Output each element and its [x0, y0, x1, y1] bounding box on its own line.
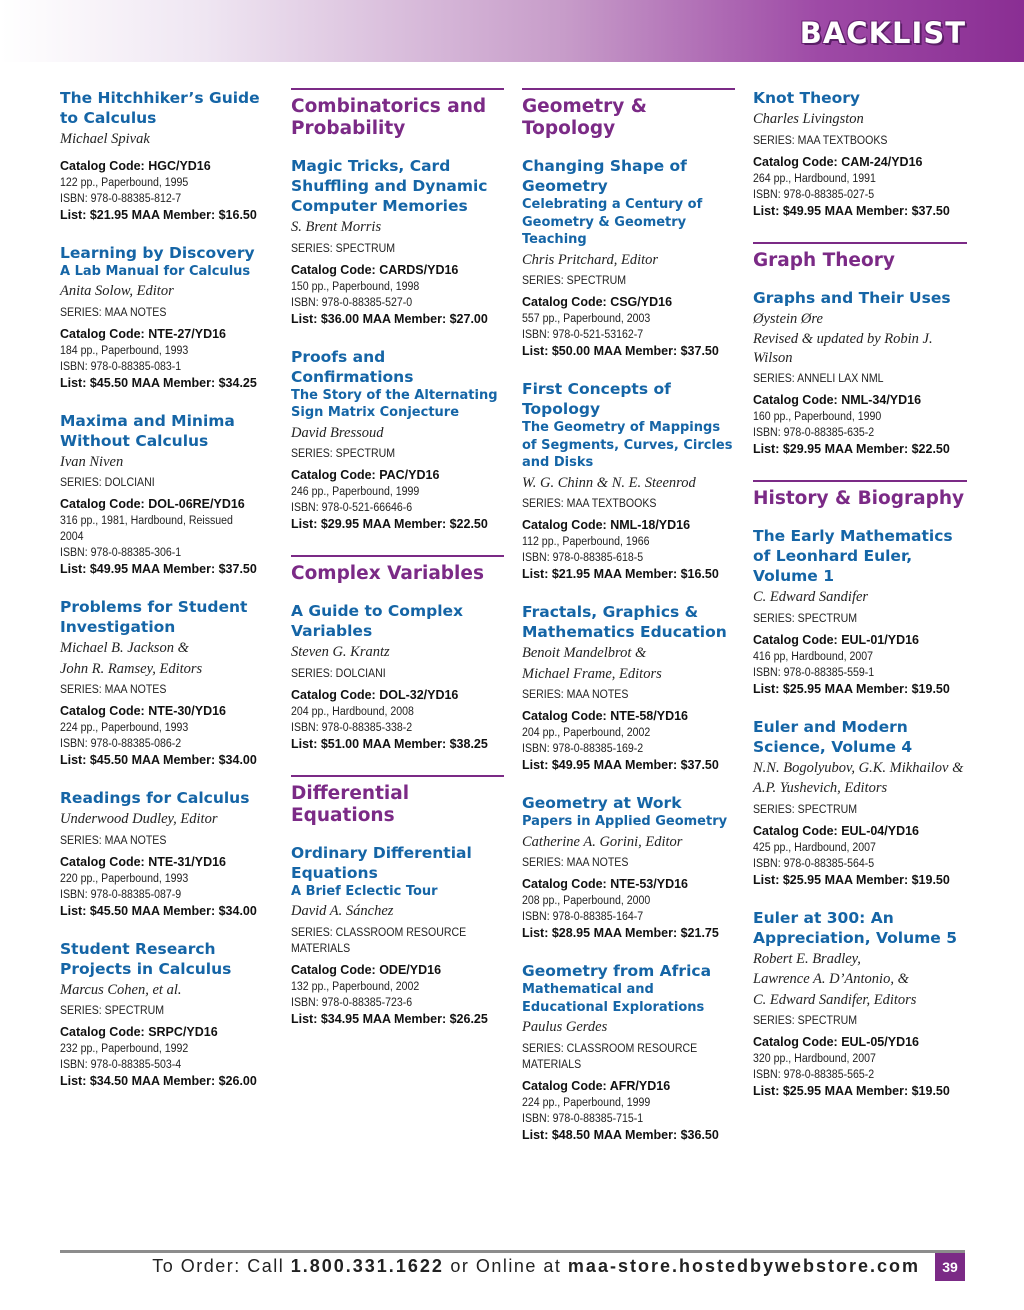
- book-entry: [291, 156, 504, 328]
- book-title[interactable]: Problems for Student Investigation: [60, 598, 248, 636]
- book-isbn: ISBN: 978-0-88385-618-5: [522, 552, 644, 564]
- book-series: SERIES: SPECTRUM: [753, 612, 858, 625]
- book-author: Robert E. Bradley,: [753, 950, 861, 967]
- book-isbn: ISBN: 978-0-521-53162-7: [522, 329, 644, 341]
- book-price: List: $25.95 MAA Member: $19.50: [753, 1084, 950, 1098]
- book-price: List: $29.95 MAA Member: $22.50: [753, 442, 950, 456]
- catalog-code: Catalog Code: PAC/YD16: [291, 468, 440, 482]
- book-series: SERIES: SPECTRUM: [753, 1015, 858, 1027]
- book-isbn: ISBN: 978-0-88385-564-5: [753, 857, 875, 870]
- section-heading: Combinatorics and Probability: [291, 88, 504, 140]
- book-format: 132 pp., Paperbound, 2002: [291, 980, 420, 993]
- book-price: List: $21.95 MAA Member: $16.50: [522, 567, 719, 581]
- book-author: John R. Ramsey, Editors: [60, 660, 203, 677]
- book-author: Benoit Mandelbrot &: [522, 645, 647, 661]
- book-title[interactable]: Euler at 300: An Appreciation, Volume 5: [753, 908, 957, 947]
- book-format: 425 pp., Hardbound, 2007: [753, 841, 876, 854]
- book-entry: [291, 347, 504, 534]
- book-price: List: $25.95 MAA Member: $19.50: [753, 872, 950, 887]
- book-price: List: $28.95 MAA Member: $21.75: [522, 926, 719, 940]
- book-isbn: ISBN: 978-0-88385-715-1: [522, 1112, 644, 1125]
- catalog-code: Catalog Code: EUL-04/YD16: [753, 823, 920, 838]
- book-author: Paulus Gerdes: [522, 1019, 608, 1035]
- book-title[interactable]: The Hitchhiker’s Guide to Calculus: [60, 89, 260, 127]
- book-author: David A. Sánchez: [291, 903, 394, 919]
- book-series: SERIES: ANNELI LAX NML: [753, 373, 884, 385]
- book-series: SERIES: SPECTRUM: [753, 803, 858, 816]
- book-entry: [60, 411, 275, 579]
- book-format: 150 pp., Paperbound, 1998: [291, 280, 420, 293]
- book-title[interactable]: Knot Theory: [753, 89, 861, 107]
- book-entry: [60, 939, 275, 1091]
- book-series: SERIES: MAA NOTES: [60, 834, 167, 847]
- book-price: List: $49.95 MAA Member: $37.50: [522, 758, 719, 772]
- book-author: Catherine A. Gorini, Editor: [522, 833, 683, 850]
- book-format: 112 pp., Paperbound, 1966: [522, 536, 650, 548]
- book-title[interactable]: Geometry at Work: [522, 794, 682, 812]
- book-author: W. G. Chinn & N. E. Steenrod: [522, 474, 696, 491]
- book-format: 557 pp., Paperbound, 2003: [522, 313, 651, 325]
- order-middle: or Online at: [443, 1256, 568, 1276]
- book-author: Charles Livingston: [753, 111, 864, 127]
- book-format: 224 pp., Paperbound, 1993: [60, 722, 189, 734]
- catalog-code: Catalog Code: EUL-01/YD16: [753, 632, 920, 647]
- book-subtitle: The Story of the Alternating Sign Matrix Conjecture: [291, 387, 498, 420]
- book-series: SERIES: MAA TEXTBOOKS: [753, 134, 888, 147]
- catalog-code: Catalog Code: SRPC/YD16: [60, 1025, 218, 1039]
- book-price: List: $50.00 MAA Member: $37.50: [522, 344, 719, 358]
- book-title[interactable]: Changing Shape of Geometry: [522, 157, 687, 195]
- book-entry: [522, 156, 735, 360]
- book-author: C. Edward Sandifer, Editors: [753, 991, 917, 1008]
- page-title: BACKLIST: [799, 16, 966, 50]
- book-series: SERIES: DOLCIANI: [291, 667, 386, 680]
- book-entry: [60, 597, 275, 769]
- book-format: 224 pp., Paperbound, 1999: [522, 1096, 651, 1109]
- catalog-code: Catalog Code: NTE-30/YD16: [60, 704, 227, 718]
- book-format: 204 pp., Hardbound, 2008: [291, 705, 414, 718]
- book-isbn: ISBN: 978-0-88385-306-1: [60, 547, 182, 559]
- book-author: Steven G. Krantz: [291, 644, 390, 660]
- catalog-code: Catalog Code: NML-34/YD16: [753, 393, 922, 407]
- book-isbn: ISBN: 978-0-88385-723-6: [291, 996, 413, 1009]
- book-price: List: $36.00 MAA Member: $27.00: [291, 311, 488, 326]
- book-entry: [60, 788, 275, 920]
- catalog-code: Catalog Code: CAM-24/YD16: [753, 154, 923, 169]
- book-format: 246 pp., Paperbound, 1999: [291, 486, 420, 498]
- book-title[interactable]: Magic Tricks, Card Shuffling and Dynamic Computer Memories: [291, 157, 488, 215]
- column-4: [753, 88, 967, 1119]
- book-isbn: ISBN: 978-0-88385-083-1: [60, 360, 182, 373]
- book-isbn: ISBN: 978-0-88385-527-0: [291, 296, 413, 309]
- book-price: List: $45.50 MAA Member: $34.25: [60, 375, 257, 390]
- book-format: 208 pp., Paperbound, 2000: [522, 895, 651, 907]
- book-author: Chris Pritchard, Editor: [522, 251, 659, 268]
- book-series: SERIES: MAA TEXTBOOKS: [522, 498, 657, 510]
- book-entry: [522, 379, 735, 583]
- book-title[interactable]: Graphs and Their Uses: [753, 288, 951, 307]
- book-format: 220 pp., Paperbound, 1993: [60, 872, 189, 885]
- book-entry: [753, 88, 967, 220]
- book-author: C. Edward Sandifer: [753, 589, 869, 605]
- book-author: Michael B. Jackson &: [60, 640, 189, 656]
- book-series: SERIES: SPECTRUM: [522, 275, 627, 287]
- catalog-code: Catalog Code: DOL-06RE/YD16: [60, 497, 245, 511]
- book-author: Lawrence A. D’Antonio, &: [753, 971, 909, 987]
- book-format: 320 pp., Hardbound, 2007: [753, 1053, 876, 1065]
- book-entry: [291, 601, 504, 753]
- section-heading: Differential Equations: [291, 775, 504, 827]
- book-title[interactable]: Maxima and Minima Without Calculus: [60, 411, 235, 450]
- catalog-code: Catalog Code: AFR/YD16: [522, 1078, 671, 1093]
- book-format: 160 pp., Paperbound, 1990: [753, 411, 882, 423]
- book-entry: [291, 843, 504, 1028]
- book-title[interactable]: Proofs and Confirmations: [291, 347, 414, 386]
- book-title[interactable]: Fractals, Graphics & Mathematics Education: [522, 603, 727, 641]
- catalog-code: Catalog Code: NML-18/YD16: [522, 518, 691, 532]
- book-price: List: $21.95 MAA Member: $16.50: [60, 207, 257, 222]
- book-entry: [753, 717, 967, 889]
- catalog-code: Catalog Code: EUL-05/YD16: [753, 1035, 920, 1049]
- book-author: Øystein Øre: [753, 310, 823, 327]
- book-subtitle: The Geometry of Mappings of Segments, Curves, Circles and Disks: [522, 420, 733, 470]
- book-subtitle: A Brief Eclectic Tour: [291, 883, 438, 899]
- book-entry: [522, 602, 735, 774]
- book-entry: [60, 88, 275, 224]
- book-series: SERIES: MAA NOTES: [522, 689, 629, 701]
- section-heading: Graph Theory: [753, 242, 967, 272]
- book-series: SERIES: MAA NOTES: [60, 306, 167, 319]
- book-price: List: $49.95 MAA Member: $37.50: [753, 203, 950, 218]
- book-author: Underwood Dudley, Editor: [60, 811, 218, 827]
- book-isbn: ISBN: 978-0-88385-169-2: [522, 743, 644, 755]
- book-isbn: ISBN: 978-0-88385-087-9: [60, 888, 182, 901]
- book-isbn: ISBN: 978-0-88385-559-1: [753, 666, 875, 679]
- book-series: SERIES: CLASSROOM RESOURCE MATERIALS: [291, 926, 467, 955]
- order-prefix: To Order: Call: [152, 1256, 291, 1276]
- book-isbn: ISBN: 978-0-88385-812-7: [60, 192, 182, 205]
- book-series: SERIES: CLASSROOM RESOURCE MATERIALS: [522, 1042, 698, 1071]
- catalog-code: Catalog Code: CSG/YD16: [522, 295, 673, 309]
- book-series: SERIES: SPECTRUM: [291, 242, 396, 255]
- book-subtitle: Papers in Applied Geometry: [522, 814, 728, 829]
- book-author: David Bressoud: [291, 424, 384, 441]
- catalog-code: Catalog Code: NTE-53/YD16: [522, 877, 689, 891]
- book-title[interactable]: Ordinary Differential Equations: [291, 843, 472, 882]
- book-price: List: $51.00 MAA Member: $38.25: [291, 736, 488, 751]
- book-isbn: ISBN: 978-0-88385-338-2: [291, 721, 413, 734]
- book-price: List: $29.95 MAA Member: $22.50: [291, 517, 488, 531]
- book-isbn: ISBN: 978-0-88385-027-5: [753, 188, 875, 201]
- column-3: [522, 88, 735, 1163]
- book-isbn: ISBN: 978-0-521-66646-6: [291, 502, 413, 514]
- book-price: List: $48.50 MAA Member: $36.50: [522, 1127, 719, 1142]
- book-series: SERIES: MAA NOTES: [522, 857, 629, 869]
- book-price: List: $25.95 MAA Member: $19.50: [753, 681, 950, 696]
- book-isbn: ISBN: 978-0-88385-565-2: [753, 1069, 875, 1081]
- order-phone: 1.800.331.1622: [290, 1256, 444, 1276]
- book-isbn: ISBN: 978-0-88385-503-4: [60, 1059, 182, 1071]
- book-title[interactable]: Geometry from Africa: [522, 962, 712, 980]
- book-series: SERIES: SPECTRUM: [291, 448, 396, 460]
- section-heading: Complex Variables: [291, 555, 504, 585]
- book-title[interactable]: The Early Mathematics of Leonhard Euler, Volume 1: [753, 527, 953, 585]
- column-2: [291, 88, 504, 1047]
- book-price: List: $45.50 MAA Member: $34.00: [60, 753, 257, 767]
- book-title[interactable]: Student Research Projects in Calculus: [60, 939, 232, 978]
- book-price: List: $45.50 MAA Member: $34.00: [60, 903, 257, 918]
- book-author: Marcus Cohen, et al.: [60, 981, 182, 998]
- book-entry: [753, 908, 967, 1101]
- catalog-code: Catalog Code: CARDS/YD16: [291, 262, 459, 277]
- book-author: N.N. Bogolyubov, G.K. Mikhailov &: [753, 759, 964, 776]
- book-entry: [522, 793, 735, 942]
- catalog-code: Catalog Code: NTE-58/YD16: [522, 709, 689, 723]
- book-subtitle: Mathematical and Educational Explorations: [522, 982, 705, 1015]
- book-title[interactable]: Learning by Discovery: [60, 243, 255, 262]
- book-title[interactable]: A Guide to Complex Variables: [291, 602, 464, 640]
- section-heading: History & Biography: [753, 480, 967, 510]
- book-entry: [753, 288, 967, 459]
- book-format: 122 pp., Paperbound, 1995: [60, 176, 189, 189]
- catalog-code: Catalog Code: HGC/YD16: [60, 158, 211, 173]
- book-entry: [60, 243, 275, 392]
- page-number: 39: [935, 1253, 965, 1281]
- book-series: SERIES: MAA NOTES: [60, 684, 167, 696]
- book-format: 204 pp., Paperbound, 2002: [522, 727, 651, 739]
- book-author: A.P. Yushevich, Editors: [753, 780, 888, 796]
- book-author: Michael Spivak: [60, 131, 150, 147]
- book-title[interactable]: Euler and Modern Science, Volume 4: [753, 717, 913, 756]
- order-url[interactable]: maa-store.hostedbywebstore.com: [567, 1256, 920, 1276]
- book-author: S. Brent Morris: [291, 219, 382, 235]
- catalog-code: Catalog Code: NTE-31/YD16: [60, 854, 227, 869]
- column-1: [60, 88, 275, 1109]
- catalog-code: Catalog Code: DOL-32/YD16: [291, 687, 459, 702]
- book-price: List: $34.95 MAA Member: $26.25: [291, 1011, 488, 1026]
- book-author: Ivan Niven: [60, 453, 124, 470]
- book-price: List: $34.50 MAA Member: $26.00: [60, 1074, 257, 1088]
- book-isbn: ISBN: 978-0-88385-635-2: [753, 427, 875, 439]
- catalog-code: Catalog Code: ODE/YD16: [291, 962, 442, 977]
- book-author: Michael Frame, Editors: [522, 665, 662, 682]
- book-format: 416 pp, Hardbound, 2007: [753, 650, 874, 663]
- book-format: 316 pp., 1981, Hardbound, Reissued 2004: [60, 515, 233, 543]
- section-heading: Geometry & Topology: [522, 88, 735, 140]
- book-series: SERIES: DOLCIANI: [60, 477, 155, 489]
- book-price: List: $49.95 MAA Member: $37.50: [60, 562, 257, 576]
- book-title[interactable]: Readings for Calculus: [60, 789, 250, 807]
- book-isbn: ISBN: 978-0-88385-164-7: [522, 911, 644, 923]
- book-title[interactable]: First Concepts of Topology: [522, 380, 671, 418]
- book-format: 264 pp., Hardbound, 1991: [753, 172, 876, 185]
- book-subtitle: A Lab Manual for Calculus: [60, 263, 251, 279]
- book-entry: [753, 526, 967, 698]
- book-series: SERIES: SPECTRUM: [60, 1005, 165, 1017]
- book-author: Revised & updated by Robin J. Wilson: [753, 331, 933, 366]
- order-line: [152, 1256, 920, 1277]
- book-format: 232 pp., Paperbound, 1992: [60, 1043, 189, 1055]
- book-subtitle: Celebrating a Century of Geometry & Geometry Teaching: [522, 197, 703, 247]
- book-format: 184 pp., Paperbound, 1993: [60, 344, 189, 357]
- book-author: Anita Solow, Editor: [60, 283, 174, 299]
- book-entry: [522, 961, 735, 1144]
- book-isbn: ISBN: 978-0-88385-086-2: [60, 738, 182, 750]
- footer-rule: [60, 1250, 965, 1253]
- catalog-code: Catalog Code: NTE-27/YD16: [60, 326, 227, 341]
